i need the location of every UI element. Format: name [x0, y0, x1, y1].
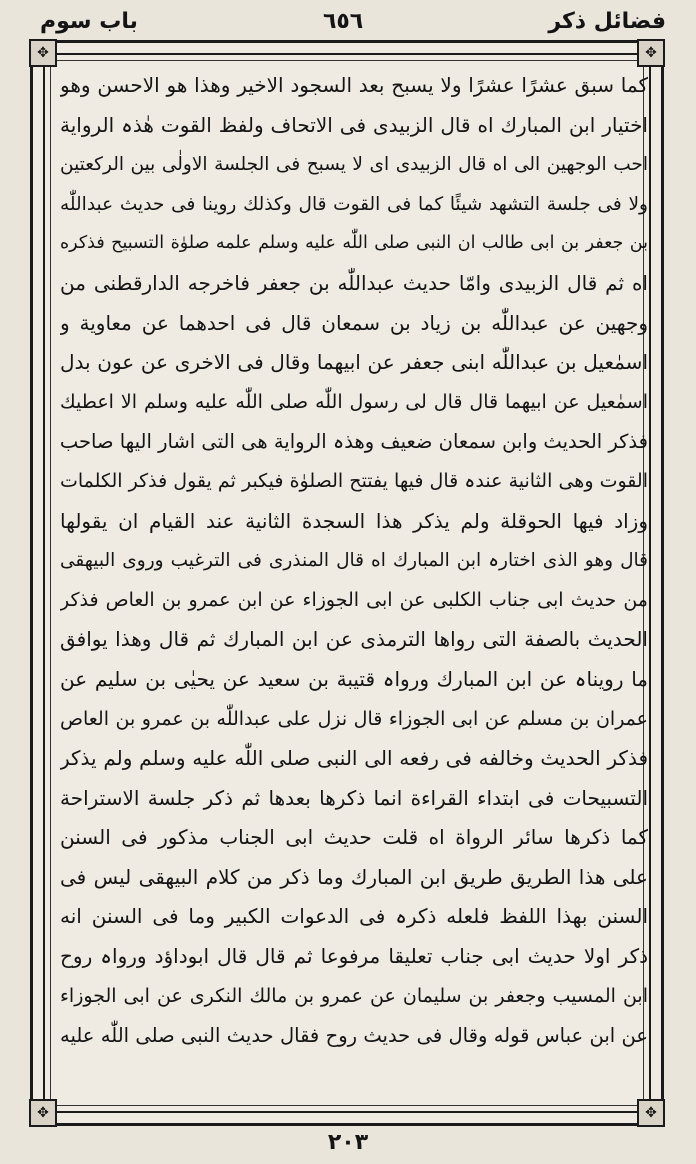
text-line: التسبیحات فی ابتداء القراءة انما ذکرها بعدها ثم ذکر جلسة الاستراحة [60, 785, 648, 810]
header-left-title: باب سوم [40, 8, 138, 34]
text-line: عمران بن مسلم عن ابی الجوزاء قال نزل علی عبداللّٰه بن عمرو بن العاص [60, 707, 648, 730]
text-line: علی هذا الطریق طریق ابن المبارك وما ذکر من کلام البیهقی لیس فی [60, 864, 648, 889]
text-line: اه ثم قال الزبیدی وامّا حدیث عبداللّٰه بن جعفر فاخرجه الدارقطنی من [60, 270, 648, 295]
text-line: اسمٰعیل بن عبداللّٰه ابنی جعفر عن ابیهما وقال فی الاخری عن عون بدل [60, 350, 648, 375]
text-line: قال وهو الذی اختارہ ابن المبارك اه قال المنذری فی الترغیب وروی البیهقی [60, 550, 648, 572]
text-line: فذکر الحدیث وابن سمعان ضعیف وهذہ الروایة هی التی اشار الیها صاحب [60, 430, 648, 454]
body-text [60, 66, 648, 1056]
text-line: ولا فی جلسة التشهد شیئًا کما فی القوت قال وکذلك روینا فی حدیث عبداللّٰه [60, 193, 648, 215]
text-line: وجهین عن عبداللّٰه بن زیاد بن سمعان قال فی احدهما عن معاویة و [60, 310, 648, 335]
corner-ornament-icon: ✥ [29, 1099, 57, 1127]
running-header [40, 6, 666, 36]
text-line: ما رویناہ عن ابن المبارك ورواہ قتیبة بن سعید عن یحیٰی بن سلیم عن [60, 666, 648, 691]
text-line: وزاد فیها الحوقلة ولم یذکر هذا السجدة الثانیة عند القیام ان یقولها [60, 508, 648, 533]
text-line: اختیار ابن المبارك اه قال الزبیدی فی الاتحاف ولفظ القوت هٰذہ الروایة [60, 112, 648, 137]
header-right-title: فضائل ذکر [548, 8, 666, 34]
text-line: عن ابن عباس قوله وقال فی حدیث روح فقال حدیث النبی صلی اللّٰه علیه [60, 1024, 648, 1048]
text-line: اسمٰعیل عن ابیهما قال قال لی رسول اللّٰه صلی اللّٰه علیه وسلم الا اعطیك [60, 390, 648, 413]
text-line: فذکر الحدیث وخالفه فی رفعه الی النبی صلی اللّٰه علیه وسلم ولم یذکر [60, 746, 648, 771]
text-line: من حدیث ابی جناب الکلبی عن ابی الجوزاء عن ابن عمرو بن العاص فذکر [60, 588, 648, 611]
header-page-number: ٦٥٦ [322, 8, 364, 34]
text-line: ابن المسیب وجعفر بن سلیمان عن عمرو بن مالك النکری عن ابی الجوزاء [60, 984, 648, 1007]
corner-ornament-icon: ✥ [637, 39, 665, 67]
text-line: القوت وهی الثانیة عندہ قال فیها یفتتح الصلوٰة فیکبر ثم یقول فذکر الکلمات [60, 469, 648, 492]
folio-number: ۲۰۳ [327, 1130, 369, 1155]
corner-ornament-icon: ✥ [29, 39, 57, 67]
text-line: کما ذکرها سائر الرواة اه قلت حدیث ابی الجناب مذکور فی السنن [60, 825, 648, 850]
text-line: احب الوجهین الی اه قال الزبیدی ای لا یسبح فی الجلسة الاولٰی بین الرکعتین [60, 154, 648, 176]
text-line: السنن بهذا اللفظ فلعله ذکرہ فی الدعوات الکبیر وما فی السنن انه [60, 904, 648, 929]
text-line: ذکر اولا حدیث ابی جناب تعلیقا مرفوعا ثم قال قال ابوداؤد ورواہ روح [60, 944, 648, 969]
corner-ornament-icon: ✥ [637, 1099, 665, 1127]
text-line: بن جعفر بن ابی طالب ان النبی صلی اللّٰه علیه وسلم علمه صلوٰة التسبیح فذکره [60, 233, 648, 254]
text-line: الحدیث بالصفة التی رواها الترمذی عن ابن المبارك ثم قال وهذا یوافق [60, 627, 648, 652]
text-line: کما سبق عشرًا عشرًا ولا یسبح بعد السجود الاخیر وهذا هو الاحسن وهو [60, 73, 648, 97]
